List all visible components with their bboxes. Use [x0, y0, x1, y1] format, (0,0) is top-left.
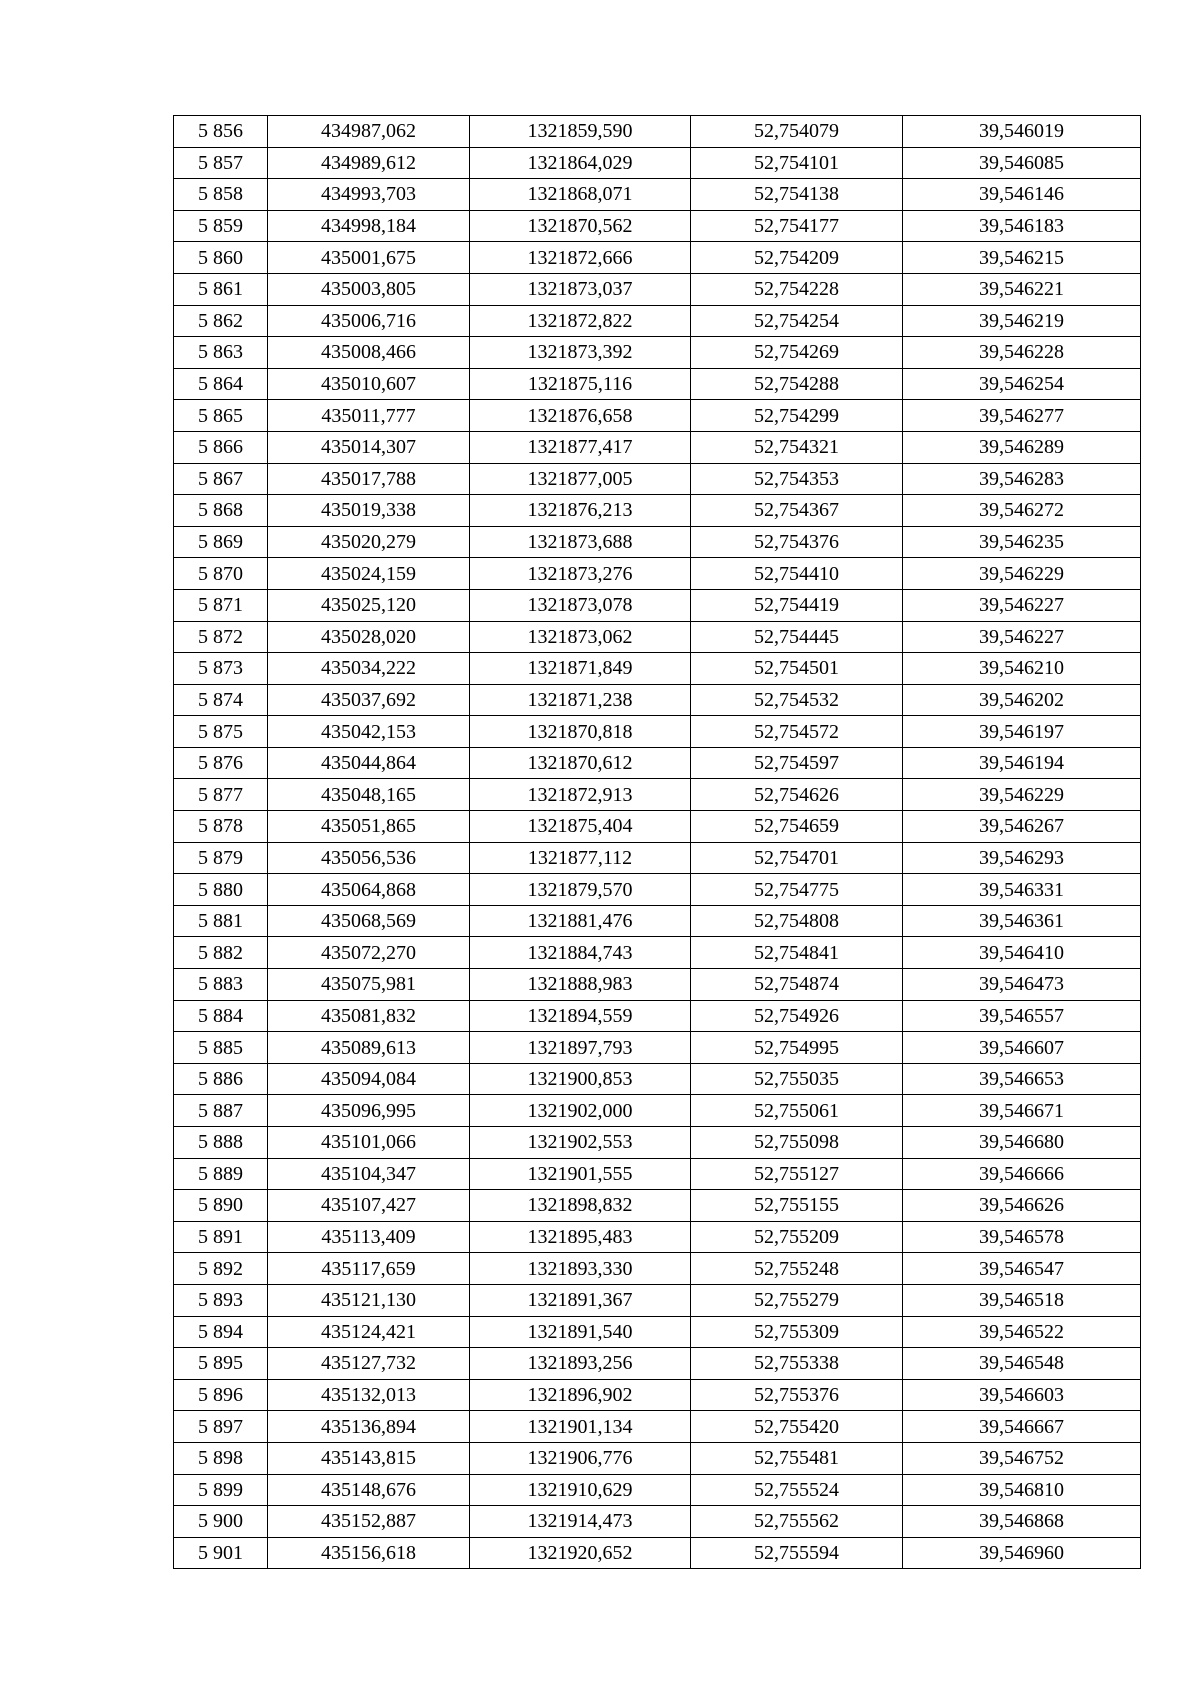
- x-coordinate-cell: 435008,466: [268, 337, 470, 369]
- point-number-cell: 5 883: [174, 969, 268, 1001]
- latitude-cell: 52,754177: [691, 210, 903, 242]
- longitude-cell: 39,546671: [903, 1095, 1141, 1127]
- point-number-cell: 5 872: [174, 621, 268, 653]
- x-coordinate-cell: 435124,421: [268, 1316, 470, 1348]
- latitude-cell: 52,754269: [691, 337, 903, 369]
- longitude-cell: 39,546197: [903, 716, 1141, 748]
- longitude-cell: 39,546810: [903, 1474, 1141, 1506]
- y-coordinate-cell: 1321906,776: [470, 1442, 691, 1474]
- point-number-cell: 5 879: [174, 842, 268, 874]
- longitude-cell: 39,546221: [903, 273, 1141, 305]
- table-row: [174, 1000, 1141, 1032]
- x-coordinate-cell: 435101,066: [268, 1127, 470, 1159]
- latitude-cell: 52,755035: [691, 1063, 903, 1095]
- table-row: [174, 463, 1141, 495]
- point-number-cell: 5 891: [174, 1221, 268, 1253]
- latitude-cell: 52,754321: [691, 431, 903, 463]
- table-row: [174, 589, 1141, 621]
- longitude-cell: 39,546960: [903, 1537, 1141, 1569]
- latitude-cell: 52,754626: [691, 779, 903, 811]
- longitude-cell: 39,546752: [903, 1442, 1141, 1474]
- x-coordinate-cell: 435132,013: [268, 1379, 470, 1411]
- x-coordinate-cell: 435010,607: [268, 368, 470, 400]
- table-row: [174, 1442, 1141, 1474]
- latitude-cell: 52,754445: [691, 621, 903, 653]
- point-number-cell: 5 901: [174, 1537, 268, 1569]
- latitude-cell: 52,755098: [691, 1127, 903, 1159]
- point-number-cell: 5 878: [174, 811, 268, 843]
- point-number-cell: 5 857: [174, 147, 268, 179]
- latitude-cell: 52,755209: [691, 1221, 903, 1253]
- x-coordinate-cell: 435068,569: [268, 905, 470, 937]
- longitude-cell: 39,546277: [903, 400, 1141, 432]
- y-coordinate-cell: 1321895,483: [470, 1221, 691, 1253]
- y-coordinate-cell: 1321896,902: [470, 1379, 691, 1411]
- longitude-cell: 39,546289: [903, 431, 1141, 463]
- point-number-cell: 5 887: [174, 1095, 268, 1127]
- point-number-cell: 5 880: [174, 874, 268, 906]
- table-row: [174, 179, 1141, 211]
- table-row: [174, 1253, 1141, 1285]
- latitude-cell: 52,754288: [691, 368, 903, 400]
- table-row: [174, 526, 1141, 558]
- table-row: [174, 337, 1141, 369]
- longitude-cell: 39,546603: [903, 1379, 1141, 1411]
- point-number-cell: 5 899: [174, 1474, 268, 1506]
- table-row: [174, 147, 1141, 179]
- latitude-cell: 52,755420: [691, 1411, 903, 1443]
- longitude-cell: 39,546547: [903, 1253, 1141, 1285]
- x-coordinate-cell: 435025,120: [268, 589, 470, 621]
- longitude-cell: 39,546272: [903, 495, 1141, 527]
- x-coordinate-cell: 435001,675: [268, 242, 470, 274]
- point-number-cell: 5 894: [174, 1316, 268, 1348]
- longitude-cell: 39,546548: [903, 1348, 1141, 1380]
- latitude-cell: 52,754841: [691, 937, 903, 969]
- table-row: [174, 1537, 1141, 1569]
- table-row: [174, 242, 1141, 274]
- point-number-cell: 5 873: [174, 653, 268, 685]
- latitude-cell: 52,754701: [691, 842, 903, 874]
- point-number-cell: 5 866: [174, 431, 268, 463]
- longitude-cell: 39,546227: [903, 589, 1141, 621]
- latitude-cell: 52,754995: [691, 1032, 903, 1064]
- longitude-cell: 39,546229: [903, 779, 1141, 811]
- point-number-cell: 5 868: [174, 495, 268, 527]
- y-coordinate-cell: 1321881,476: [470, 905, 691, 937]
- x-coordinate-cell: 435117,659: [268, 1253, 470, 1285]
- x-coordinate-cell: 435089,613: [268, 1032, 470, 1064]
- y-coordinate-cell: 1321872,666: [470, 242, 691, 274]
- longitude-cell: 39,546085: [903, 147, 1141, 179]
- y-coordinate-cell: 1321884,743: [470, 937, 691, 969]
- y-coordinate-cell: 1321870,818: [470, 716, 691, 748]
- y-coordinate-cell: 1321864,029: [470, 147, 691, 179]
- y-coordinate-cell: 1321910,629: [470, 1474, 691, 1506]
- x-coordinate-cell: 435034,222: [268, 653, 470, 685]
- latitude-cell: 52,754299: [691, 400, 903, 432]
- x-coordinate-cell: 435148,676: [268, 1474, 470, 1506]
- table-row: [174, 400, 1141, 432]
- point-number-cell: 5 856: [174, 116, 268, 148]
- longitude-cell: 39,546473: [903, 969, 1141, 1001]
- x-coordinate-cell: 435051,865: [268, 811, 470, 843]
- longitude-cell: 39,546146: [903, 179, 1141, 211]
- point-number-cell: 5 867: [174, 463, 268, 495]
- point-number-cell: 5 876: [174, 747, 268, 779]
- x-coordinate-cell: 435081,832: [268, 1000, 470, 1032]
- x-coordinate-cell: 435127,732: [268, 1348, 470, 1380]
- latitude-cell: 52,754079: [691, 116, 903, 148]
- x-coordinate-cell: 435056,536: [268, 842, 470, 874]
- x-coordinate-cell: 434987,062: [268, 116, 470, 148]
- longitude-cell: 39,546019: [903, 116, 1141, 148]
- table-row: [174, 842, 1141, 874]
- y-coordinate-cell: 1321875,116: [470, 368, 691, 400]
- longitude-cell: 39,546626: [903, 1190, 1141, 1222]
- table-row: [174, 116, 1141, 148]
- x-coordinate-cell: 435006,716: [268, 305, 470, 337]
- latitude-cell: 52,754926: [691, 1000, 903, 1032]
- y-coordinate-cell: 1321871,238: [470, 684, 691, 716]
- point-number-cell: 5 884: [174, 1000, 268, 1032]
- table-row: [174, 621, 1141, 653]
- coordinates-table: [173, 115, 1141, 1569]
- y-coordinate-cell: 1321870,562: [470, 210, 691, 242]
- table-row: [174, 305, 1141, 337]
- longitude-cell: 39,546254: [903, 368, 1141, 400]
- y-coordinate-cell: 1321914,473: [470, 1506, 691, 1538]
- point-number-cell: 5 890: [174, 1190, 268, 1222]
- longitude-cell: 39,546557: [903, 1000, 1141, 1032]
- table-row: [174, 811, 1141, 843]
- point-number-cell: 5 870: [174, 558, 268, 590]
- x-coordinate-cell: 435003,805: [268, 273, 470, 305]
- longitude-cell: 39,546410: [903, 937, 1141, 969]
- longitude-cell: 39,546194: [903, 747, 1141, 779]
- table-row: [174, 273, 1141, 305]
- y-coordinate-cell: 1321873,688: [470, 526, 691, 558]
- y-coordinate-cell: 1321891,367: [470, 1284, 691, 1316]
- x-coordinate-cell: 435028,020: [268, 621, 470, 653]
- table-row: [174, 558, 1141, 590]
- latitude-cell: 52,755481: [691, 1442, 903, 1474]
- latitude-cell: 52,754572: [691, 716, 903, 748]
- x-coordinate-cell: 435042,153: [268, 716, 470, 748]
- table-row: [174, 937, 1141, 969]
- longitude-cell: 39,546293: [903, 842, 1141, 874]
- point-number-cell: 5 882: [174, 937, 268, 969]
- y-coordinate-cell: 1321859,590: [470, 116, 691, 148]
- y-coordinate-cell: 1321873,392: [470, 337, 691, 369]
- x-coordinate-cell: 435152,887: [268, 1506, 470, 1538]
- table-row: [174, 368, 1141, 400]
- longitude-cell: 39,546522: [903, 1316, 1141, 1348]
- x-coordinate-cell: 435107,427: [268, 1190, 470, 1222]
- latitude-cell: 52,754659: [691, 811, 903, 843]
- table-row: [174, 1221, 1141, 1253]
- x-coordinate-cell: 435156,618: [268, 1537, 470, 1569]
- longitude-cell: 39,546228: [903, 337, 1141, 369]
- table-row: [174, 1158, 1141, 1190]
- y-coordinate-cell: 1321873,078: [470, 589, 691, 621]
- longitude-cell: 39,546227: [903, 621, 1141, 653]
- point-number-cell: 5 885: [174, 1032, 268, 1064]
- table-row: [174, 716, 1141, 748]
- x-coordinate-cell: 435037,692: [268, 684, 470, 716]
- longitude-cell: 39,546235: [903, 526, 1141, 558]
- point-number-cell: 5 900: [174, 1506, 268, 1538]
- table-row: [174, 1190, 1141, 1222]
- table-row: [174, 653, 1141, 685]
- y-coordinate-cell: 1321876,658: [470, 400, 691, 432]
- longitude-cell: 39,546283: [903, 463, 1141, 495]
- y-coordinate-cell: 1321873,037: [470, 273, 691, 305]
- x-coordinate-cell: 435024,159: [268, 558, 470, 590]
- point-number-cell: 5 871: [174, 589, 268, 621]
- table-row: [174, 779, 1141, 811]
- latitude-cell: 52,755155: [691, 1190, 903, 1222]
- y-coordinate-cell: 1321888,983: [470, 969, 691, 1001]
- x-coordinate-cell: 435014,307: [268, 431, 470, 463]
- longitude-cell: 39,546666: [903, 1158, 1141, 1190]
- longitude-cell: 39,546183: [903, 210, 1141, 242]
- latitude-cell: 52,754410: [691, 558, 903, 590]
- latitude-cell: 52,754138: [691, 179, 903, 211]
- y-coordinate-cell: 1321898,832: [470, 1190, 691, 1222]
- x-coordinate-cell: 435017,788: [268, 463, 470, 495]
- point-number-cell: 5 897: [174, 1411, 268, 1443]
- table-row: [174, 495, 1141, 527]
- table-row: [174, 1316, 1141, 1348]
- x-coordinate-cell: 435121,130: [268, 1284, 470, 1316]
- longitude-cell: 39,546219: [903, 305, 1141, 337]
- latitude-cell: 52,755061: [691, 1095, 903, 1127]
- latitude-cell: 52,754501: [691, 653, 903, 685]
- point-number-cell: 5 860: [174, 242, 268, 274]
- latitude-cell: 52,754376: [691, 526, 903, 558]
- longitude-cell: 39,546215: [903, 242, 1141, 274]
- x-coordinate-cell: 435019,338: [268, 495, 470, 527]
- table-row: [174, 874, 1141, 906]
- longitude-cell: 39,546267: [903, 811, 1141, 843]
- coordinates-table-body: [174, 116, 1141, 1569]
- point-number-cell: 5 895: [174, 1348, 268, 1380]
- longitude-cell: 39,546653: [903, 1063, 1141, 1095]
- latitude-cell: 52,754874: [691, 969, 903, 1001]
- point-number-cell: 5 881: [174, 905, 268, 937]
- table-row: [174, 1506, 1141, 1538]
- latitude-cell: 52,754532: [691, 684, 903, 716]
- y-coordinate-cell: 1321893,256: [470, 1348, 691, 1380]
- y-coordinate-cell: 1321920,652: [470, 1537, 691, 1569]
- latitude-cell: 52,754353: [691, 463, 903, 495]
- point-number-cell: 5 869: [174, 526, 268, 558]
- point-number-cell: 5 858: [174, 179, 268, 211]
- table-row: [174, 905, 1141, 937]
- y-coordinate-cell: 1321868,071: [470, 179, 691, 211]
- point-number-cell: 5 889: [174, 1158, 268, 1190]
- x-coordinate-cell: 435011,777: [268, 400, 470, 432]
- x-coordinate-cell: 435048,165: [268, 779, 470, 811]
- table-row: [174, 210, 1141, 242]
- latitude-cell: 52,754209: [691, 242, 903, 274]
- y-coordinate-cell: 1321872,913: [470, 779, 691, 811]
- y-coordinate-cell: 1321877,417: [470, 431, 691, 463]
- y-coordinate-cell: 1321893,330: [470, 1253, 691, 1285]
- point-number-cell: 5 886: [174, 1063, 268, 1095]
- y-coordinate-cell: 1321894,559: [470, 1000, 691, 1032]
- latitude-cell: 52,755594: [691, 1537, 903, 1569]
- table-row: [174, 1032, 1141, 1064]
- point-number-cell: 5 893: [174, 1284, 268, 1316]
- point-number-cell: 5 863: [174, 337, 268, 369]
- y-coordinate-cell: 1321875,404: [470, 811, 691, 843]
- longitude-cell: 39,546361: [903, 905, 1141, 937]
- latitude-cell: 52,754597: [691, 747, 903, 779]
- y-coordinate-cell: 1321879,570: [470, 874, 691, 906]
- x-coordinate-cell: 435044,864: [268, 747, 470, 779]
- table-row: [174, 1474, 1141, 1506]
- latitude-cell: 52,754101: [691, 147, 903, 179]
- y-coordinate-cell: 1321891,540: [470, 1316, 691, 1348]
- y-coordinate-cell: 1321873,276: [470, 558, 691, 590]
- latitude-cell: 52,755524: [691, 1474, 903, 1506]
- x-coordinate-cell: 434993,703: [268, 179, 470, 211]
- x-coordinate-cell: 435094,084: [268, 1063, 470, 1095]
- latitude-cell: 52,754254: [691, 305, 903, 337]
- point-number-cell: 5 864: [174, 368, 268, 400]
- x-coordinate-cell: 435143,815: [268, 1442, 470, 1474]
- latitude-cell: 52,755248: [691, 1253, 903, 1285]
- point-number-cell: 5 896: [174, 1379, 268, 1411]
- point-number-cell: 5 888: [174, 1127, 268, 1159]
- table-row: [174, 969, 1141, 1001]
- point-number-cell: 5 875: [174, 716, 268, 748]
- table-row: [174, 684, 1141, 716]
- latitude-cell: 52,754367: [691, 495, 903, 527]
- longitude-cell: 39,546229: [903, 558, 1141, 590]
- longitude-cell: 39,546667: [903, 1411, 1141, 1443]
- point-number-cell: 5 892: [174, 1253, 268, 1285]
- point-number-cell: 5 877: [174, 779, 268, 811]
- table-row: [174, 1284, 1141, 1316]
- point-number-cell: 5 898: [174, 1442, 268, 1474]
- y-coordinate-cell: 1321902,553: [470, 1127, 691, 1159]
- latitude-cell: 52,754775: [691, 874, 903, 906]
- latitude-cell: 52,755279: [691, 1284, 903, 1316]
- x-coordinate-cell: 435113,409: [268, 1221, 470, 1253]
- point-number-cell: 5 874: [174, 684, 268, 716]
- x-coordinate-cell: 435136,894: [268, 1411, 470, 1443]
- y-coordinate-cell: 1321897,793: [470, 1032, 691, 1064]
- y-coordinate-cell: 1321877,005: [470, 463, 691, 495]
- longitude-cell: 39,546331: [903, 874, 1141, 906]
- y-coordinate-cell: 1321871,849: [470, 653, 691, 685]
- latitude-cell: 52,755376: [691, 1379, 903, 1411]
- longitude-cell: 39,546518: [903, 1284, 1141, 1316]
- longitude-cell: 39,546607: [903, 1032, 1141, 1064]
- point-number-cell: 5 859: [174, 210, 268, 242]
- x-coordinate-cell: 435020,279: [268, 526, 470, 558]
- table-row: [174, 1127, 1141, 1159]
- x-coordinate-cell: 434998,184: [268, 210, 470, 242]
- y-coordinate-cell: 1321876,213: [470, 495, 691, 527]
- x-coordinate-cell: 435064,868: [268, 874, 470, 906]
- latitude-cell: 52,754419: [691, 589, 903, 621]
- longitude-cell: 39,546578: [903, 1221, 1141, 1253]
- longitude-cell: 39,546202: [903, 684, 1141, 716]
- longitude-cell: 39,546680: [903, 1127, 1141, 1159]
- latitude-cell: 52,755127: [691, 1158, 903, 1190]
- longitude-cell: 39,546210: [903, 653, 1141, 685]
- latitude-cell: 52,754228: [691, 273, 903, 305]
- y-coordinate-cell: 1321873,062: [470, 621, 691, 653]
- table-row: [174, 431, 1141, 463]
- latitude-cell: 52,755309: [691, 1316, 903, 1348]
- y-coordinate-cell: 1321901,134: [470, 1411, 691, 1443]
- point-number-cell: 5 865: [174, 400, 268, 432]
- y-coordinate-cell: 1321900,853: [470, 1063, 691, 1095]
- latitude-cell: 52,754808: [691, 905, 903, 937]
- table-row: [174, 1095, 1141, 1127]
- longitude-cell: 39,546868: [903, 1506, 1141, 1538]
- x-coordinate-cell: 435072,270: [268, 937, 470, 969]
- point-number-cell: 5 862: [174, 305, 268, 337]
- latitude-cell: 52,755562: [691, 1506, 903, 1538]
- y-coordinate-cell: 1321902,000: [470, 1095, 691, 1127]
- y-coordinate-cell: 1321901,555: [470, 1158, 691, 1190]
- x-coordinate-cell: 435075,981: [268, 969, 470, 1001]
- x-coordinate-cell: 434989,612: [268, 147, 470, 179]
- latitude-cell: 52,755338: [691, 1348, 903, 1380]
- x-coordinate-cell: 435096,995: [268, 1095, 470, 1127]
- y-coordinate-cell: 1321877,112: [470, 842, 691, 874]
- x-coordinate-cell: 435104,347: [268, 1158, 470, 1190]
- table-row: [174, 1411, 1141, 1443]
- table-row: [174, 747, 1141, 779]
- y-coordinate-cell: 1321872,822: [470, 305, 691, 337]
- y-coordinate-cell: 1321870,612: [470, 747, 691, 779]
- point-number-cell: 5 861: [174, 273, 268, 305]
- table-row: [174, 1348, 1141, 1380]
- table-row: [174, 1063, 1141, 1095]
- table-row: [174, 1379, 1141, 1411]
